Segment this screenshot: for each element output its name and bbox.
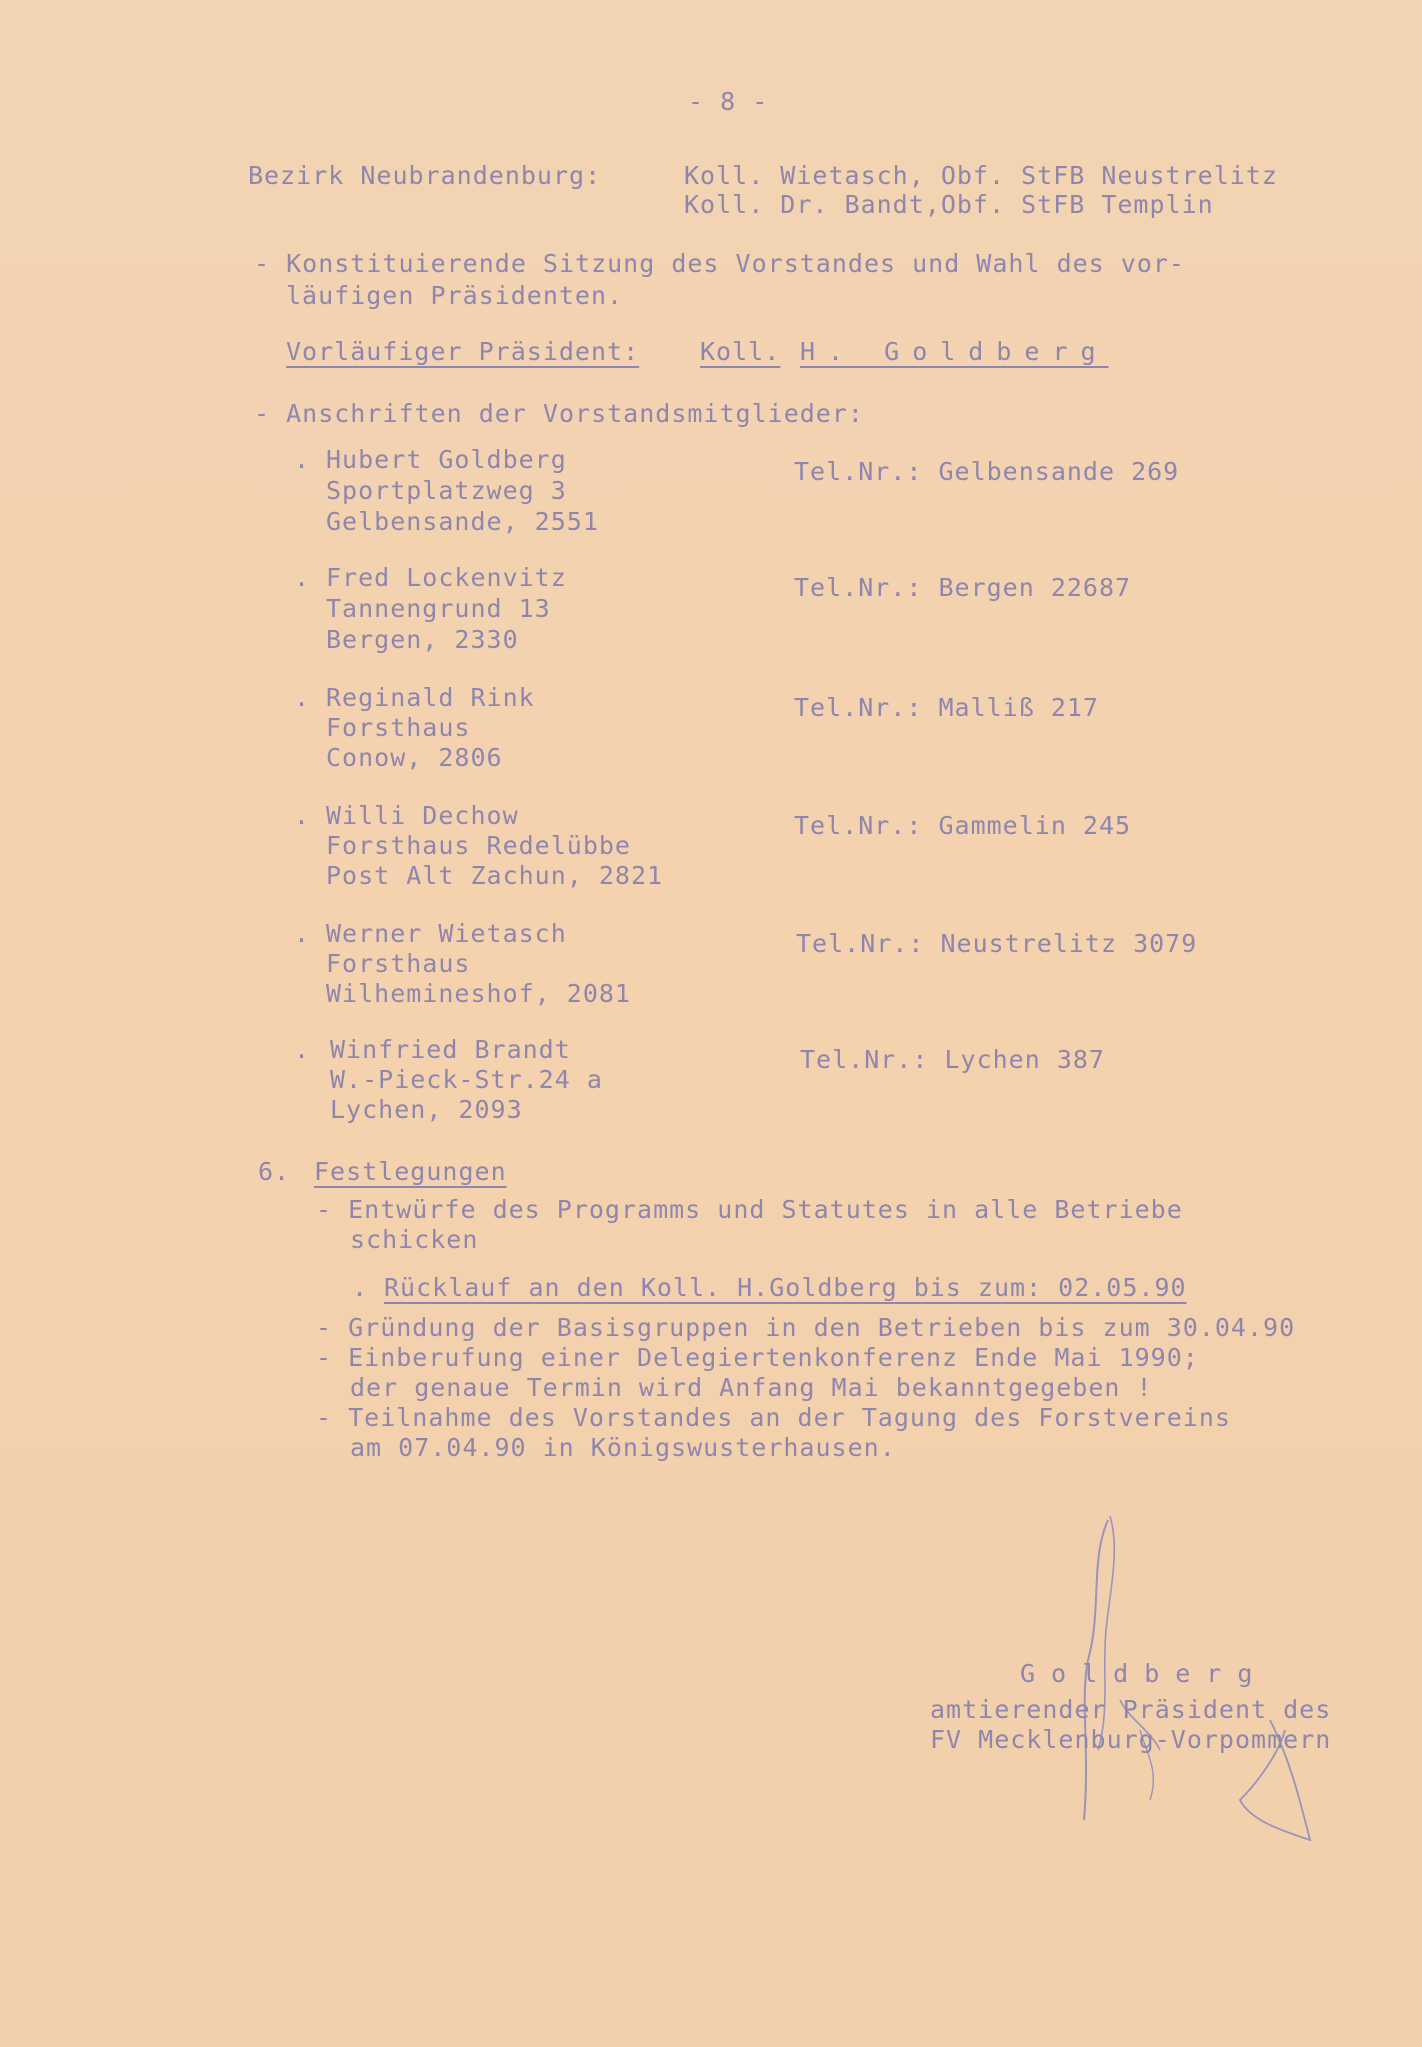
konstituierende-line-2: läufigen Präsidenten. <box>286 281 624 310</box>
member-tel: Tel.Nr.: Gelbensande 269 <box>794 457 1180 486</box>
member-tel: Tel.Nr.: Neustrelitz 3079 <box>796 929 1198 958</box>
member-city: Lychen, 2093 <box>330 1095 523 1124</box>
member-street: Forsthaus <box>326 949 471 978</box>
festlegung-item: schicken <box>350 1225 479 1254</box>
signature-role-1: amtierender Präsident des <box>930 1695 1332 1724</box>
bullet: . <box>352 1273 369 1302</box>
bullet: . <box>294 1035 311 1064</box>
member-street: Sportplatzweg 3 <box>326 476 567 505</box>
member-tel: Tel.Nr.: Lychen 387 <box>800 1045 1105 1074</box>
festlegung-item: der genaue Termin wird Anfang Mai bekanntgegeben ! <box>350 1373 1153 1402</box>
section-heading: Festlegungen <box>314 1157 507 1186</box>
bullet: . <box>294 919 311 948</box>
president-prefix: Koll. <box>700 337 781 366</box>
festlegung-item: - Gründung der Basisgruppen in den Betrieben bis zum 30.04.90 <box>316 1313 1296 1342</box>
signature-name: Goldberg <box>1020 1659 1269 1688</box>
bullet: . <box>294 563 311 592</box>
signature-role-2: FV Mecklenburg-Vorpommern <box>930 1725 1332 1754</box>
festlegung-item: - Entwürfe des Programms und Statutes in alle Betriebe <box>316 1195 1183 1224</box>
member-name: Werner Wietasch <box>326 919 567 948</box>
bezirk-line-2: Koll. Dr. Bandt,Obf. StFB Templin <box>684 190 1214 219</box>
bezirk-line-1: Koll. Wietasch, Obf. StFB Neustrelitz <box>684 161 1278 190</box>
bullet: . <box>294 801 311 830</box>
member-street: Forsthaus <box>326 713 471 742</box>
member-tel: Tel.Nr.: Gammelin 245 <box>794 811 1132 840</box>
member-name: Winfried Brandt <box>330 1035 571 1064</box>
member-tel: Tel.Nr.: Malliß 217 <box>794 693 1099 722</box>
member-street: W.-Pieck-Str.24 a <box>330 1065 603 1094</box>
member-city: Post Alt Zachun, 2821 <box>326 861 664 890</box>
page-number: - 8 - <box>688 87 769 116</box>
member-city: Conow, 2806 <box>326 743 503 772</box>
festlegung-item: - Teilnahme des Vorstandes an der Tagung des Forstvereins <box>316 1403 1231 1432</box>
bullet: . <box>294 445 311 474</box>
member-name: Willi Dechow <box>326 801 519 830</box>
president-label: Vorläufiger Präsident: <box>286 337 640 366</box>
festlegung-item: am 07.04.90 in Königswusterhausen. <box>350 1433 896 1462</box>
member-name: Hubert Goldberg <box>326 445 567 474</box>
member-name: Reginald Rink <box>326 683 535 712</box>
addresses-heading: - Anschriften der Vorstandsmitglieder: <box>254 399 864 428</box>
member-street: Tannengrund 13 <box>326 594 551 623</box>
president-name: H. Goldberg <box>800 337 1109 366</box>
konstituierende-line-1: - Konstituierende Sitzung des Vorstandes und Wahl des vor- <box>254 249 1185 278</box>
festlegung-item: - Einberufung einer Delegiertenkonferenz Ende Mai 1990; <box>316 1343 1199 1372</box>
member-city: Wilhemineshof, 2081 <box>326 979 631 1008</box>
member-name: Fred Lockenvitz <box>326 563 567 592</box>
member-city: Bergen, 2330 <box>326 625 519 654</box>
member-tel: Tel.Nr.: Bergen 22687 <box>794 573 1132 602</box>
bullet: . <box>294 683 311 712</box>
member-city: Gelbensande, 2551 <box>326 507 599 536</box>
section-number: 6. <box>258 1157 291 1186</box>
festlegung-item: Rücklauf an den Koll. H.Goldberg bis zum: 02.05.90 <box>384 1273 1187 1302</box>
member-street: Forsthaus Redelübbe <box>326 831 631 860</box>
bezirk-label: Bezirk Neubrandenburg: <box>248 161 602 190</box>
